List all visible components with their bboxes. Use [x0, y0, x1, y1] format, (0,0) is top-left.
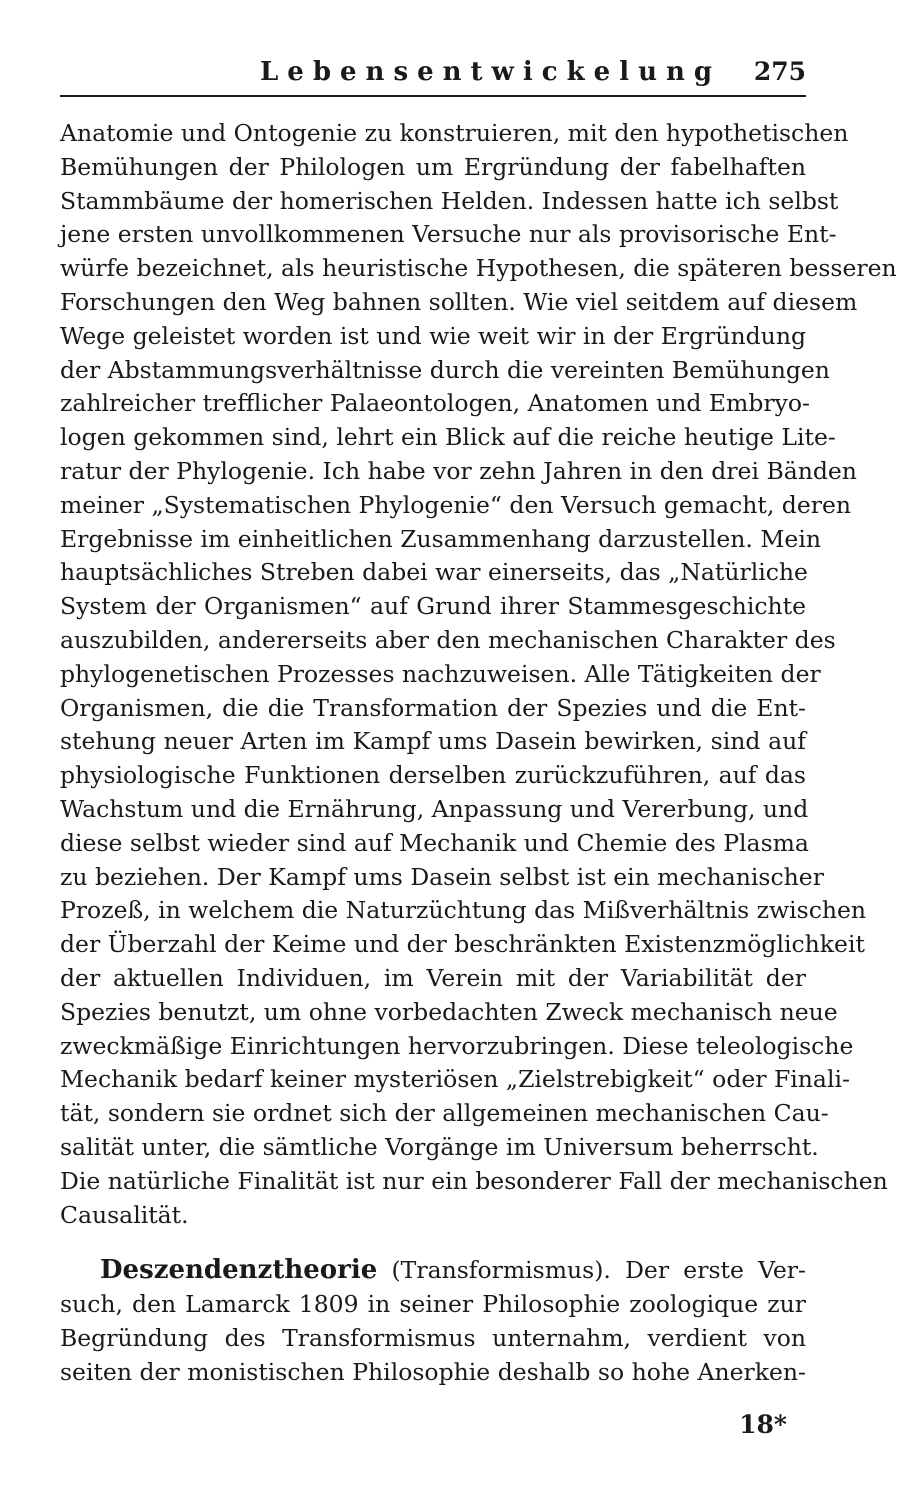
text-line: ratur der Phylogenie. Ich habe vor zehn Jahren in den drei Bänden — [60, 456, 857, 485]
text-line: Anatomie und Ontogenie zu konstruieren, mit den hypothetischen — [60, 119, 849, 147]
text-line: Forschungen den Weg bahnen sollten. Wie viel seitdem auf diesem — [60, 287, 858, 316]
text-line: tät, sondern sie ordnet sich der allgemeinen mechanischen Cau- — [60, 1099, 829, 1128]
text-line: Die natürliche Finalität ist nur ein besonderer Fall der mechanischen — [60, 1166, 888, 1195]
text-line: Organismen, die die Transformation der Spezies und die Ent- — [60, 693, 806, 722]
paragraph — [60, 117, 897, 1232]
section-first-line — [60, 1254, 806, 1288]
text-line: jene ersten unvollkommenen Versuche nur als provisorische Ent- — [60, 220, 837, 249]
section-heading: Deszendenztheorie — [100, 1255, 378, 1286]
text-line: phylogenetischen Prozesses nachzuweisen. Alle Tätigkeiten der — [60, 659, 821, 688]
text-line: der Abstammungsverhältnisse durch die vereinten Bemühungen — [60, 355, 830, 384]
text-line: zahlreicher trefflicher Palaeontologen, Anatomen und Embryo- — [60, 389, 810, 418]
text-line: logen gekommen sind, lehrt ein Blick auf die reiche heutige Lite- — [60, 423, 836, 452]
text-line: Wachstum und die Ernährung, Anpassung und Vererbung, und — [60, 794, 809, 823]
text-line: stehung neuer Arten im Kampf ums Dasein bewirken, sind auf — [60, 727, 806, 756]
text-line: diese selbst wieder sind auf Mechanik und Chemie des Plasma — [60, 828, 809, 857]
body-text — [60, 117, 897, 1389]
text-line: Ergebnisse im einheitlichen Zusammenhang darzustellen. Mein — [60, 524, 821, 553]
text-line: der aktuellen Individuen, im Verein mit der Variabilität der — [60, 963, 806, 992]
text-line: zu beziehen. Der Kampf ums Dasein selbst ist ein mechanischer — [60, 862, 824, 891]
text-line: Stammbäume der homerischen Helden. Indessen hatte ich selbst — [60, 186, 839, 215]
text-line: Bemühungen der Philologen um Ergründung der fabelhaften — [60, 152, 806, 181]
running-title: Lebensentwickelung — [260, 57, 722, 87]
text-fragment: (Transformismus). Der erste Ver- — [391, 1256, 806, 1285]
text-line: würfe bezeichnet, als heuristische Hypothesen, die späteren besseren — [60, 254, 897, 283]
text-line: System der Organismen“ auf Grund ihrer Stammesgeschichte — [60, 592, 806, 621]
text-line: such, den Lamarck 1809 in seiner Philosophie zoologique zur — [60, 1290, 806, 1319]
text-line: auszubilden, andererseits aber den mechanischen Charakter des — [60, 625, 836, 654]
text-line: Causalität. — [60, 1200, 189, 1229]
signature-mark: 18* — [739, 1410, 787, 1439]
text-line: Wege geleistet worden ist und wie weit wir in der Ergründung — [60, 321, 806, 350]
text-line: Begründung des Transformismus unternahm, verdient von — [60, 1323, 806, 1352]
text-line: der Überzahl der Keime und der beschränkten Existenzmöglichkeit — [60, 930, 865, 959]
running-head — [60, 55, 806, 97]
section-paragraph — [60, 1254, 806, 1389]
text-line: Mechanik bedarf keiner mysteriösen „Zielstrebigkeit“ oder Finali- — [60, 1065, 850, 1094]
text-line: salität unter, die sämtliche Vorgänge im Universum beherrscht. — [60, 1132, 819, 1161]
text-line: hauptsächliches Streben dabei war einerseits, das „Natürliche — [60, 558, 808, 587]
text-line: zweckmäßige Einrichtungen hervorzubringen. Diese teleologische — [60, 1031, 854, 1060]
text-line: meiner „Systematischen Phylogenie“ den Versuch gemacht, deren — [60, 490, 852, 519]
text-line: Spezies benutzt, um ohne vorbedachten Zweck mechanisch neue — [60, 997, 838, 1026]
text-line: seiten der monistischen Philosophie deshalb so hohe Anerken- — [60, 1357, 806, 1386]
text-line: Prozeß, in welchem die Naturzüchtung das Mißverhältnis zwischen — [60, 896, 867, 925]
page-number: 275 — [753, 57, 806, 86]
text-line: physiologische Funktionen derselben zurückzuführen, auf das — [60, 761, 806, 790]
